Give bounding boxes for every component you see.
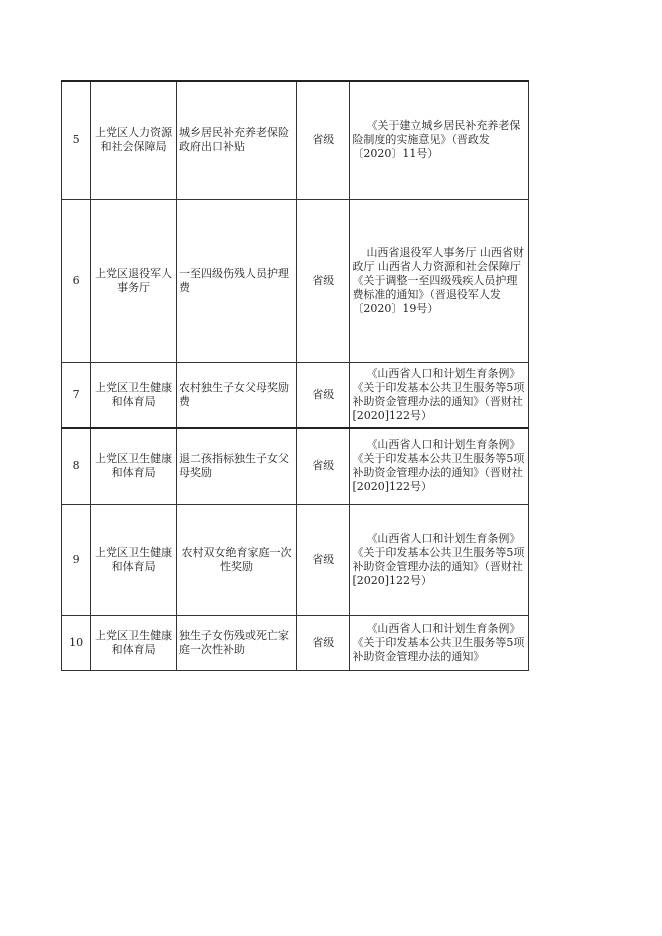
- level-cell: 省级: [296, 81, 349, 199]
- table-row: [62, 615, 529, 670]
- policy-basis-cell: 山西省退役军人事务厅 山西省财政厅 山西省人力资源和社会保障厅《关于调整一至四级残疾人员护理费标准的通知》（晋退役军人发〔2020〕19号）: [352, 245, 524, 315]
- subsidy-item-cell: 农村双女绝育家庭一次性奖励: [176, 504, 296, 615]
- department-cell: 上党区卫生健康和体育局: [91, 428, 177, 504]
- level-cell: 省级: [296, 428, 349, 504]
- policy-table: [61, 80, 529, 671]
- table-row: [62, 81, 529, 199]
- table-row: [62, 504, 529, 615]
- subsidy-item-cell: 一至四级伤残人员护理费: [176, 199, 296, 362]
- row-number: 9: [62, 504, 91, 615]
- row-number: 7: [62, 362, 91, 428]
- subsidy-item-cell: 独生子女伤残或死亡家庭一次性补助: [176, 615, 296, 670]
- department-cell: 上党区人力资源和社会保障局: [91, 81, 177, 199]
- row-number: 8: [62, 428, 91, 504]
- department-cell: 上党区卫生健康和体育局: [91, 504, 177, 615]
- table-row: [62, 199, 529, 362]
- policy-basis-cell: 《关于建立城乡居民补充养老保险制度的实施意见》（晋政发〔2020〕11号）: [352, 119, 521, 161]
- subsidy-item-cell: 城乡居民补充养老保险政府出口补贴: [176, 81, 296, 199]
- subsidy-item-cell: 农村独生子女父母奖励费: [176, 362, 296, 428]
- level-cell: 省级: [296, 199, 349, 362]
- subsidy-item-cell: 退二孩指标独生子女父母奖励: [176, 428, 296, 504]
- department-cell: 上党区退役军人事务厅: [91, 199, 177, 362]
- policy-basis-cell: 《山西省人口和计划生育条例》 《关于印发基本公共卫生服务等5项补助资金管理办法的通知》（晋财社[2020]122号）: [352, 366, 525, 422]
- policy-basis-cell: 《山西省人口和计划生育条例》 《关于印发基本公共卫生服务等5项补助资金管理办法的通知》（晋财社[2020]122号）: [352, 531, 525, 587]
- policy-basis-cell: 《山西省人口和计划生育条例》 《关于印发基本公共卫生服务等5项补助资金管理办法的通知》（晋财社[2020]122号）: [352, 438, 525, 494]
- table-row: [62, 362, 529, 428]
- department-cell: 上党区卫生健康和体育局: [91, 615, 177, 670]
- department-cell: 上党区卫生健康和体育局: [91, 362, 177, 428]
- level-cell: 省级: [296, 504, 349, 615]
- row-number: 5: [62, 81, 91, 199]
- policy-basis-cell: 《山西省人口和计划生育条例》 《关于印发基本公共卫生服务等5项补助资金管理办法的通知》: [352, 621, 525, 663]
- level-cell: 省级: [296, 615, 349, 670]
- row-number: 6: [62, 199, 91, 362]
- level-cell: 省级: [296, 362, 349, 428]
- table-row: [62, 428, 529, 504]
- row-number: 10: [62, 615, 91, 670]
